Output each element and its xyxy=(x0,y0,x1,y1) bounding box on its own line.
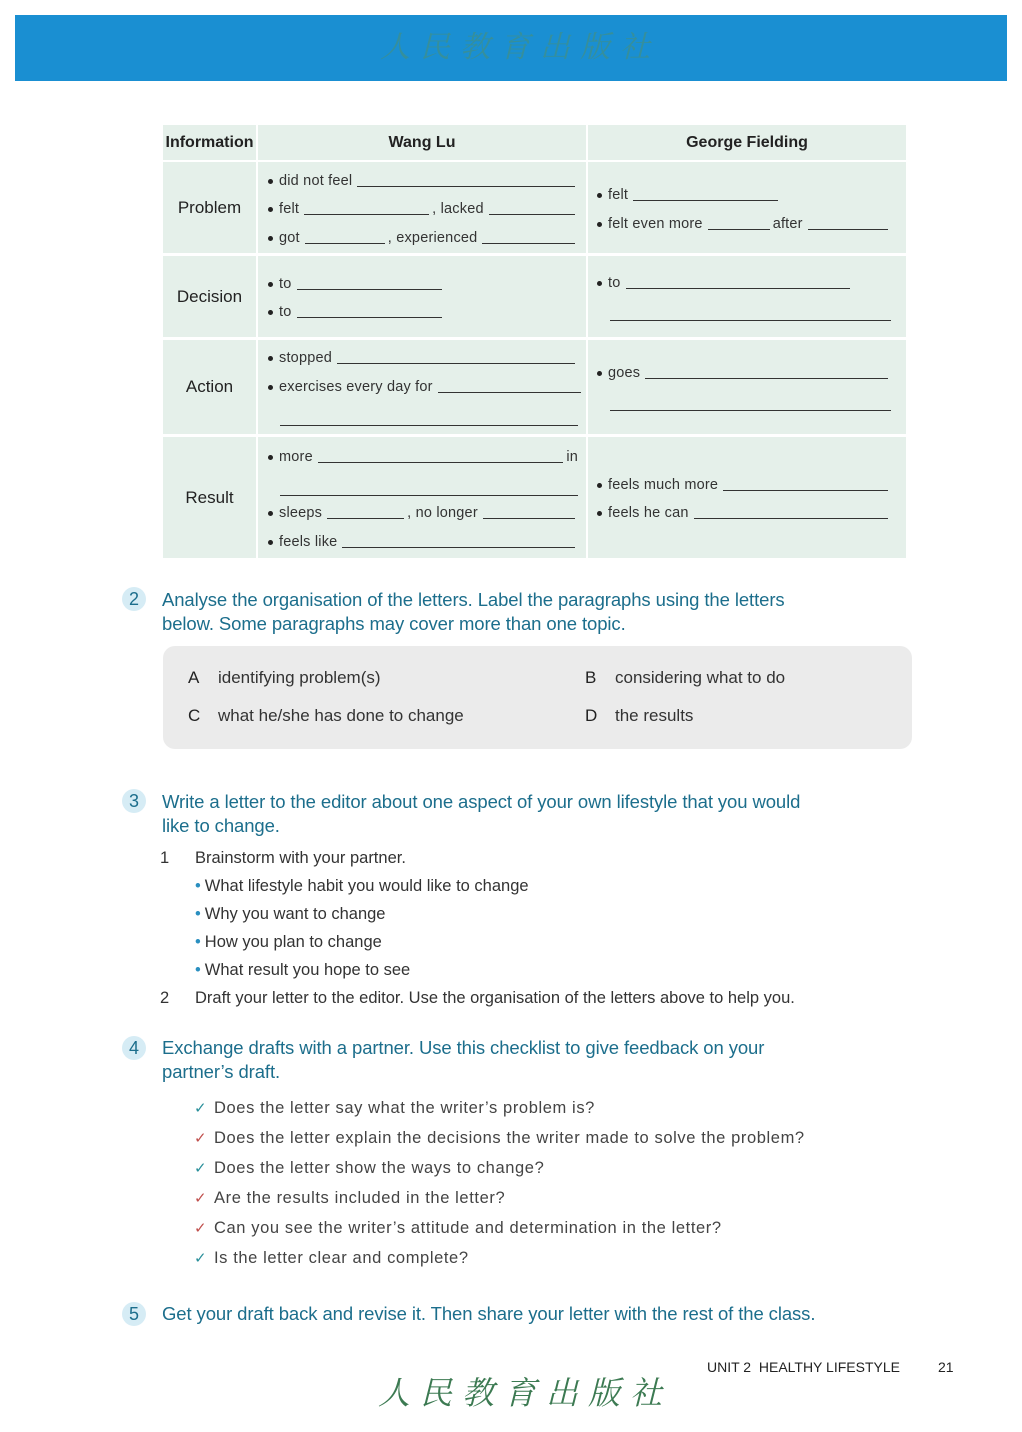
bullet-item: • Why you want to change xyxy=(195,905,386,923)
blank[interactable] xyxy=(438,381,581,393)
checklist-item: ✓ Is the letter clear and complete? xyxy=(194,1249,469,1267)
header-information: Information xyxy=(163,125,256,160)
cell-george-decision xyxy=(588,256,906,337)
blank[interactable] xyxy=(297,278,442,290)
checklist-item: ✓ Does the letter say what the writer’s problem is? xyxy=(194,1099,595,1117)
blank[interactable] xyxy=(304,203,429,215)
blank[interactable] xyxy=(633,189,778,201)
table-item: to xyxy=(268,274,578,292)
option-c: C what he/she has done to change xyxy=(188,706,464,725)
table-item: to xyxy=(597,273,891,291)
table-item: felt , lacked xyxy=(268,199,578,217)
blank-line[interactable] xyxy=(280,425,578,426)
row-label-result: Result xyxy=(163,437,256,558)
check-icon: ✓ xyxy=(194,1160,208,1177)
table-item: goes xyxy=(597,363,891,381)
step-2: 2 Draft your letter to the editor. Use the organisation of the letters above to help you. xyxy=(160,989,795,1007)
table-item: felt xyxy=(597,185,891,203)
blank[interactable] xyxy=(489,203,575,215)
blank[interactable] xyxy=(808,218,888,230)
q3-instruction: Write a letter to the editor about one aspect of your own lifestyle that you would like to change. xyxy=(162,791,801,836)
cell-george-result xyxy=(588,437,906,558)
step-1: 1 Brainstorm with your partner. xyxy=(160,849,406,867)
question-number-4: 4 xyxy=(122,1036,146,1060)
table-item: sleeps , no longer xyxy=(268,503,578,521)
table-item: felt even more after xyxy=(597,214,891,232)
blank[interactable] xyxy=(626,277,850,289)
table-item: more in xyxy=(268,447,578,465)
check-icon: ✓ xyxy=(194,1190,208,1207)
options-box xyxy=(163,646,912,749)
bullet-item: • How you plan to change xyxy=(195,933,382,951)
blank-line[interactable] xyxy=(610,320,891,321)
blank[interactable] xyxy=(723,479,888,491)
check-icon: ✓ xyxy=(194,1250,208,1267)
table-item: feels like xyxy=(268,532,578,550)
row-label-problem: Problem xyxy=(163,162,256,253)
cell-george-action xyxy=(588,340,906,434)
publisher-logo: 人民教育出版社 xyxy=(380,30,660,65)
q2-instruction: Analyse the organisation of the letters. Label the paragraphs using the letters below. Some paragraphs may cover more than one topic. xyxy=(162,589,785,634)
check-icon: ✓ xyxy=(194,1100,208,1117)
blank[interactable] xyxy=(305,232,385,244)
check-icon: ✓ xyxy=(194,1220,208,1237)
blank[interactable] xyxy=(297,306,442,318)
question-number-5: 5 xyxy=(122,1302,146,1326)
check-icon: ✓ xyxy=(194,1130,208,1147)
table-item: to xyxy=(268,302,578,320)
checklist-item: ✓ Does the letter explain the decisions the writer made to solve the problem? xyxy=(194,1129,805,1147)
table-item: stopped xyxy=(268,348,578,366)
blank[interactable] xyxy=(327,507,404,519)
blank[interactable] xyxy=(482,232,575,244)
unit-footer: UNIT 2 HEALTHY LIFESTYLE xyxy=(707,1359,900,1375)
q5-instruction: Get your draft back and revise it. Then share your letter with the rest of the class. xyxy=(162,1303,816,1324)
blank[interactable] xyxy=(342,536,575,548)
cell-george-problem xyxy=(588,162,906,253)
blank-line[interactable] xyxy=(280,495,578,496)
bullet-item: • What result you hope to see xyxy=(195,961,411,979)
blank[interactable] xyxy=(318,451,563,463)
publisher-logo: 人民教育出版社 xyxy=(378,1374,673,1412)
row-label-action: Action xyxy=(163,340,256,434)
blank[interactable] xyxy=(357,175,575,187)
blank[interactable] xyxy=(694,507,888,519)
bullet-item: • What lifestyle habit you would like to change xyxy=(195,877,529,895)
option-d: D the results xyxy=(585,706,694,725)
option-b: B considering what to do xyxy=(585,668,786,687)
q4-instruction: Exchange drafts with a partner. Use this checklist to give feedback on your partner’s draft. xyxy=(162,1037,765,1082)
blank[interactable] xyxy=(337,352,575,364)
table-item: got , experienced xyxy=(268,228,578,246)
header-wang-lu: Wang Lu xyxy=(258,125,586,160)
page-number: 21 xyxy=(938,1359,954,1375)
blank[interactable] xyxy=(483,507,575,519)
blank[interactable] xyxy=(645,367,888,379)
table-item: did not feel xyxy=(268,171,578,189)
question-number-3: 3 xyxy=(122,789,146,813)
checklist-item: ✓ Can you see the writer’s attitude and determination in the letter? xyxy=(194,1219,722,1237)
cell-wang-decision xyxy=(258,256,586,337)
header-george-fielding: George Fielding xyxy=(588,125,906,160)
table-item: feels he can xyxy=(597,503,891,521)
checklist-item: ✓ Does the letter show the ways to change? xyxy=(194,1159,545,1177)
blank[interactable] xyxy=(708,218,770,230)
question-number-2: 2 xyxy=(122,587,146,611)
checklist-item: ✓ Are the results included in the letter? xyxy=(194,1189,506,1207)
option-a: A identifying problem(s) xyxy=(188,668,381,687)
blank-line[interactable] xyxy=(610,410,891,411)
table-item: exercises every day for xyxy=(268,377,584,395)
table-item: feels much more xyxy=(597,475,891,493)
row-label-decision: Decision xyxy=(163,256,256,337)
